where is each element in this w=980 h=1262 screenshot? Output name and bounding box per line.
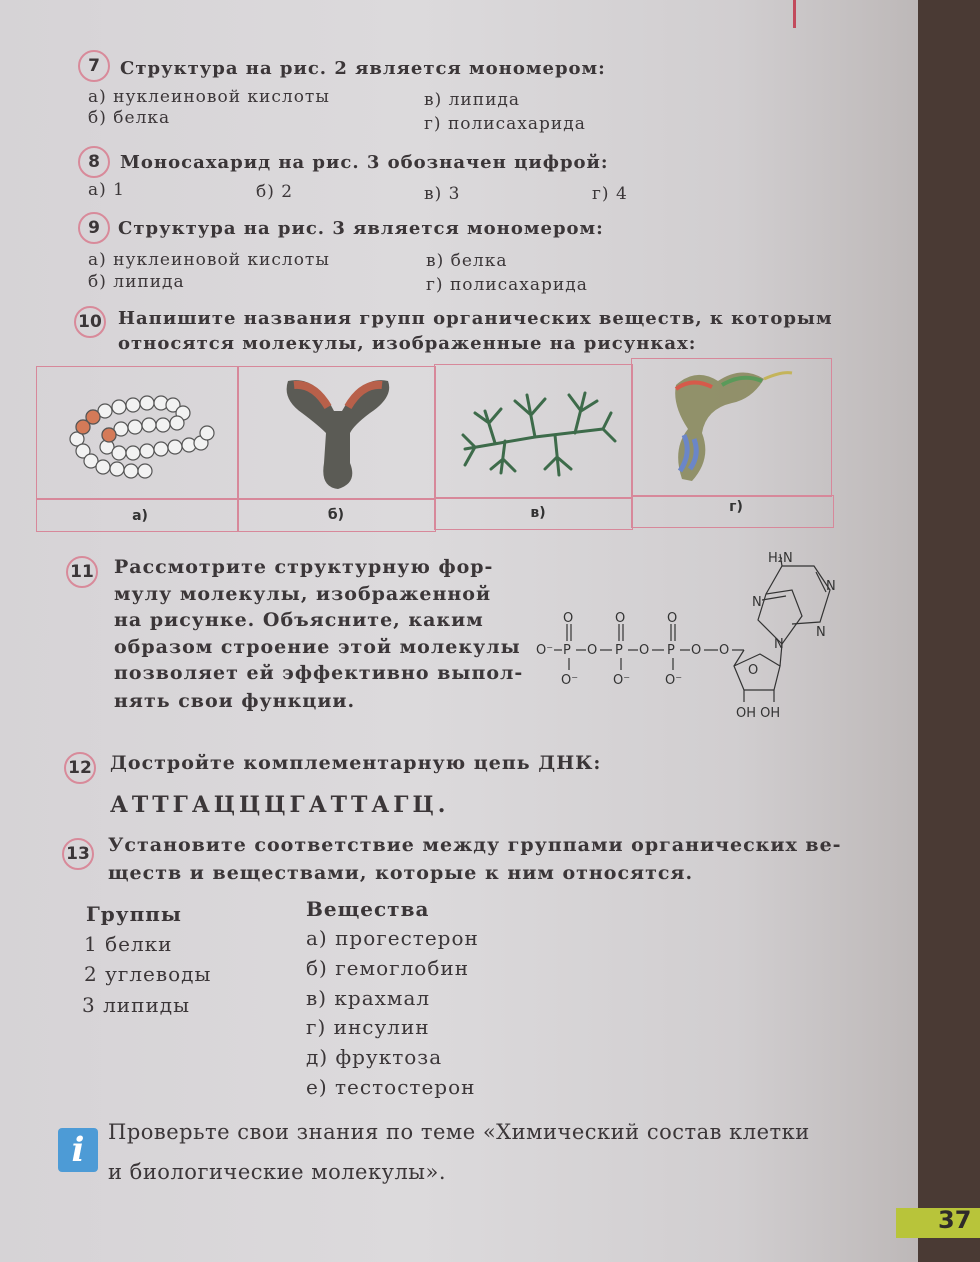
- question-11-line-1: Рассмотрите структурную фор-: [114, 556, 494, 578]
- atp-hydroxyl-groups: OH OH: [736, 706, 781, 721]
- question-8-option-c: в) 3: [424, 184, 461, 204]
- atp-amino-group: H₂N: [768, 551, 793, 566]
- figure-label-d: г): [729, 499, 743, 515]
- atp-ring-oxygen: O: [748, 663, 759, 678]
- question-9-text: Структура на рис. 3 является мономером:: [118, 218, 604, 239]
- question-9-option-d: г) полисахарида: [426, 275, 588, 295]
- branched-polysaccharide-figure: [435, 365, 631, 495]
- atp-phosphorus-3: P: [667, 643, 675, 658]
- atp-oxygen-bridge-4: O: [719, 643, 730, 658]
- atp-formula: [530, 540, 860, 730]
- substance-e: д) фруктоза: [306, 1045, 443, 1069]
- substance-f: е) тестостерон: [306, 1075, 476, 1099]
- substance-a: а) прогестерон: [306, 926, 479, 950]
- substance-c: в) крахмал: [306, 986, 431, 1010]
- figure-cell-a: [36, 366, 239, 500]
- review-text-line-2: и биологические молекулы».: [108, 1160, 447, 1184]
- question-9-option-b: б) липида: [88, 272, 185, 292]
- question-9-number: 9: [78, 212, 110, 244]
- question-11-line-4: образом строение этой молекулы: [114, 636, 521, 658]
- info-icon: i: [58, 1128, 98, 1172]
- atp-oxygen-minus-left: O⁻: [536, 643, 554, 658]
- margin-line: [793, 0, 796, 28]
- question-13-line-1: Установите соответствие между группами органических ве-: [108, 834, 842, 856]
- question-7-option-c: в) липида: [424, 90, 521, 110]
- atp-nitrogen-4: N: [774, 637, 784, 652]
- atp-oxygen-minus-2: O⁻: [613, 673, 631, 688]
- question-8-option-a: а) 1: [88, 180, 125, 200]
- trna-figure: [632, 359, 830, 493]
- atp-oxygen-2: O: [615, 611, 626, 626]
- atp-nitrogen-1: N: [826, 579, 836, 594]
- atp-oxygen-bridge-1: O: [587, 643, 598, 658]
- question-9-option-c: в) белка: [426, 251, 508, 271]
- atp-oxygen-minus-3: O⁻: [665, 673, 683, 688]
- atp-oxygen-bridge-3: O: [691, 643, 702, 658]
- page-number: 37: [938, 1206, 972, 1234]
- question-7-text: Структура на рис. 2 является мономером:: [120, 58, 606, 79]
- substance-d: г) инсулин: [306, 1015, 430, 1039]
- question-8-option-b: б) 2: [256, 182, 294, 202]
- group-1: 1 белки: [84, 932, 173, 956]
- dna-sequence: АТТГАЦЦЦГАТТАГЦ.: [110, 792, 450, 818]
- question-7-option-d: г) полисахарида: [424, 114, 586, 134]
- question-10-line-1: Напишите названия групп органических веществ, к которым: [118, 308, 833, 329]
- question-10-line-2: относятся молекулы, изображенные на рисунках:: [118, 333, 697, 354]
- question-8-number: 8: [78, 146, 110, 178]
- question-11-line-5: позволяет ей эффективно выпол-: [114, 662, 524, 684]
- antibody-figure: [238, 367, 434, 497]
- substance-b: б) гемоглобин: [306, 956, 470, 980]
- atp-oxygen-3: O: [667, 611, 678, 626]
- figure-label-b: б): [327, 507, 345, 523]
- question-11-line-3: на рисунке. Объясните, каким: [114, 609, 484, 631]
- group-2: 2 углеводы: [84, 962, 212, 986]
- protein-chain-figure: [37, 367, 237, 497]
- question-10-number: 10: [74, 306, 106, 338]
- question-13-line-2: ществ и веществами, которые к ним относятся.: [108, 862, 694, 884]
- question-11-line-2: мулу молекулы, изображенной: [114, 583, 492, 605]
- review-text-line-1: Проверьте свои знания по теме «Химический состав клетки: [108, 1120, 810, 1144]
- figure-cell-b: [237, 366, 436, 500]
- question-7-number: 7: [78, 50, 110, 82]
- figure-cell-d: [631, 358, 832, 497]
- atp-oxygen-bridge-2: O: [639, 643, 650, 658]
- figure-label-c: в): [530, 505, 546, 521]
- question-11-line-6: нять свои функции.: [114, 690, 356, 712]
- substances-header: Вещества: [306, 897, 430, 921]
- question-12-text: Достройте комплементарную цепь ДНК:: [110, 752, 602, 774]
- question-8-option-d: г) 4: [592, 184, 628, 204]
- groups-header: Группы: [86, 902, 182, 926]
- question-11-number: 11: [66, 556, 98, 588]
- atp-nitrogen-3: N: [816, 625, 826, 640]
- question-7-option-b: б) белка: [88, 108, 171, 128]
- atp-nitrogen-2: N: [752, 595, 762, 610]
- atp-phosphorus-2: P: [615, 643, 623, 658]
- question-9-option-a: а) нуклеиновой кислоты: [88, 250, 330, 270]
- question-12-number: 12: [64, 752, 96, 784]
- question-7-option-a: а) нуклеиновой кислоты: [88, 87, 330, 107]
- question-13-number: 13: [62, 838, 94, 870]
- question-8-text: Моносахарид на рис. 3 обозначен цифрой:: [120, 152, 609, 173]
- figure-cell-c: [434, 364, 633, 499]
- figure-label-a: а): [132, 508, 148, 524]
- atp-oxygen-minus-1: O⁻: [561, 673, 579, 688]
- atp-phosphorus-1: P: [563, 643, 571, 658]
- group-3: 3 липиды: [82, 993, 191, 1017]
- atp-oxygen-1: O: [563, 611, 574, 626]
